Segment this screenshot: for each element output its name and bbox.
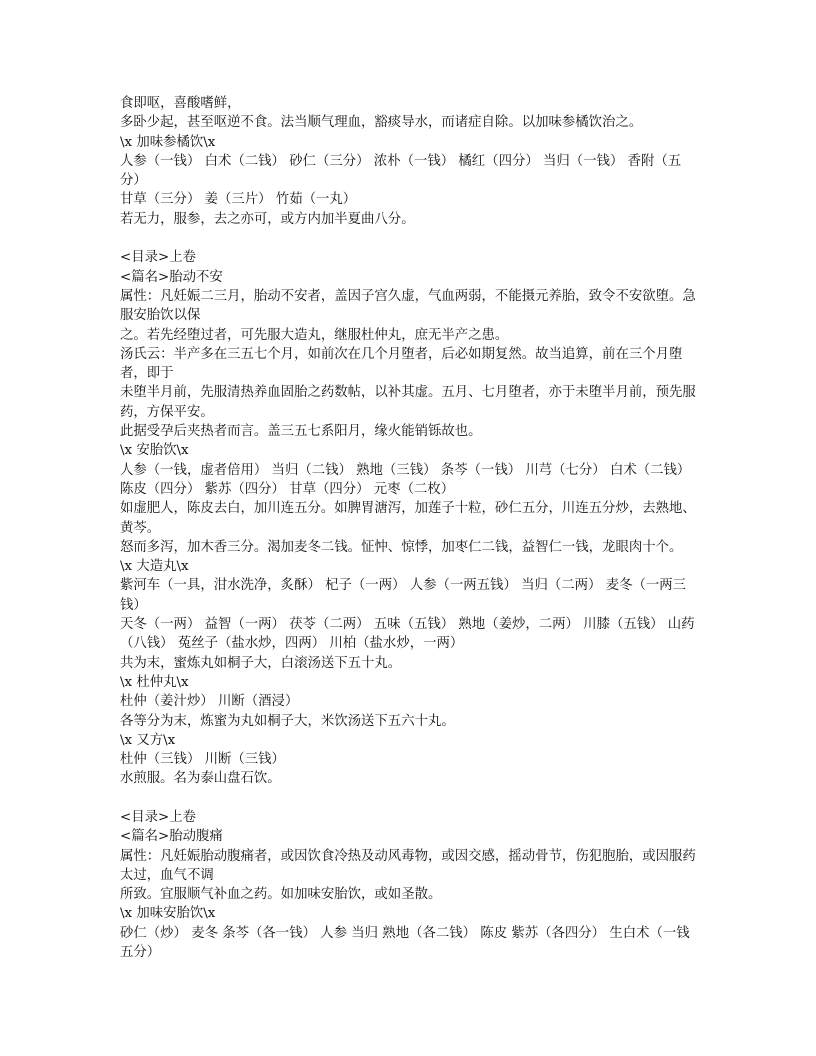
blank-line xyxy=(120,229,698,248)
text-line: 属性：凡妊娠二三月，胎动不安者，盖因子宫久虚，气血两弱，不能摄元养胎，致令不安欲堕。急服安胎饮以保 xyxy=(120,288,696,324)
text-line: 怒而多泻，加木香三分。渴加麦冬二钱。怔忡、惊悸，加枣仁二钱，益智仁一钱，龙眼肉十个。 xyxy=(120,539,683,555)
text-line: 汤氏云：半产多在三五七个月，如前次在几个月堕者，后必如期复然。故当追算，前在三个月堕者，即于 xyxy=(120,346,683,382)
text-line: 多卧少起，甚至呕逆不食。法当顺气理血，豁痰导水，而诸症自除。以加味参橘饮治之。 xyxy=(120,115,643,131)
text-line: \x 加味安胎饮\x xyxy=(120,906,216,922)
text-line: 杜仲（三钱） 川断（三钱） xyxy=(120,752,285,768)
text-line: <篇名>胎动腹痛 xyxy=(120,829,223,845)
text-line: 杜仲（姜汁炒） 川断（酒浸） xyxy=(120,694,299,710)
document-page xyxy=(120,94,698,962)
text-line: <目录>上卷 xyxy=(120,250,197,266)
text-line: 之。若先经堕过者，可先服大造丸，继服杜仲丸，庶无半产之患。 xyxy=(120,327,509,343)
text-line: 若无力，服参，去之亦可，或方内加半夏曲八分。 xyxy=(120,211,415,227)
text-line: 共为末，蜜炼丸如桐子大，白滚汤送下五十丸。 xyxy=(120,655,402,671)
text-line: \x 安胎饮\x xyxy=(120,443,189,459)
text-line: 如虚肥人，陈皮去白，加川连五分。如脾胃溏泻，加莲子十粒，砂仁五分，川连五分炒，去熟地、黄芩。 xyxy=(120,501,696,536)
text-line: \x 杜仲丸\x xyxy=(120,674,189,690)
text-line: 各等分为末，炼蜜为丸如桐子大，米饮汤送下五六十丸。 xyxy=(120,713,455,729)
text-line: 水煎服。名为泰山盘石饮。 xyxy=(120,771,281,787)
text-line: <篇名>胎动不安 xyxy=(120,269,223,285)
text-line: <目录>上卷 xyxy=(120,809,197,825)
text-line: 此据受孕后夹热者而言。盖三五七系阳月，缘火能销铄故也。 xyxy=(120,424,482,440)
text-line: \x 大造丸\x xyxy=(120,559,189,575)
text-line: 砂仁（炒） 麦冬 条芩（各一钱） 人参 当归 熟地（各二钱） 陈皮 紫苏（各四分） 生白术（一钱五分） xyxy=(120,925,690,961)
text-line: 紫河车（一具，泔水洗净，炙酥） 杞子（一两） 人参（一两五钱） 当归（二两） 麦冬（一两三钱） xyxy=(120,578,687,613)
blank-line xyxy=(120,789,698,808)
text-line: \x 又方\x xyxy=(120,732,176,748)
text-line: 未堕半月前，先服清热养血固胎之药数帖，以补其虚。五月、七月堕者，亦于未堕半月前，预先服药，方保平安。 xyxy=(120,385,696,420)
text-line: 所致。宜服顺气补血之药。如加味安胎饮，或如圣散。 xyxy=(120,887,442,903)
text-line: 陈皮（四分） 紫苏（四分） 甘草（四分） 元枣（二枚） xyxy=(120,481,455,497)
text-line: 甘草（三分） 姜（三片） 竹茹（一丸） xyxy=(120,192,357,208)
text-line: 属性：凡妊娠胎动腹痛者，或因饮食冷热及动风毒物，或因交感，摇动骨节，伤犯胞胎，或因服药太过，血气不调 xyxy=(120,848,696,883)
text-line: 人参（一钱） 白术（二钱） 砂仁（三分） 浓朴（一钱） 橘红（四分） 当归（一钱） 香附（五分） xyxy=(120,153,682,189)
text-line: （八钱） 菟丝子（盐水炒，四两） 川柏（盐水炒，一两） xyxy=(120,636,464,652)
text-line: 食即呕，喜酸嗜鲜， xyxy=(120,96,241,111)
text-line: 人参（一钱，虚者倍用） 当归（二钱） 熟地（三钱） 条芩（一钱） 川芎（七分） 白术（二钱） xyxy=(120,462,691,478)
text-line: 天冬（一两） 益智（一两） 茯苓（二两） 五味（五钱） 熟地（姜炒，二两） 川膝（五钱） 山药 xyxy=(120,617,695,633)
text-line: \x 加味参橘饮\x xyxy=(120,134,216,150)
